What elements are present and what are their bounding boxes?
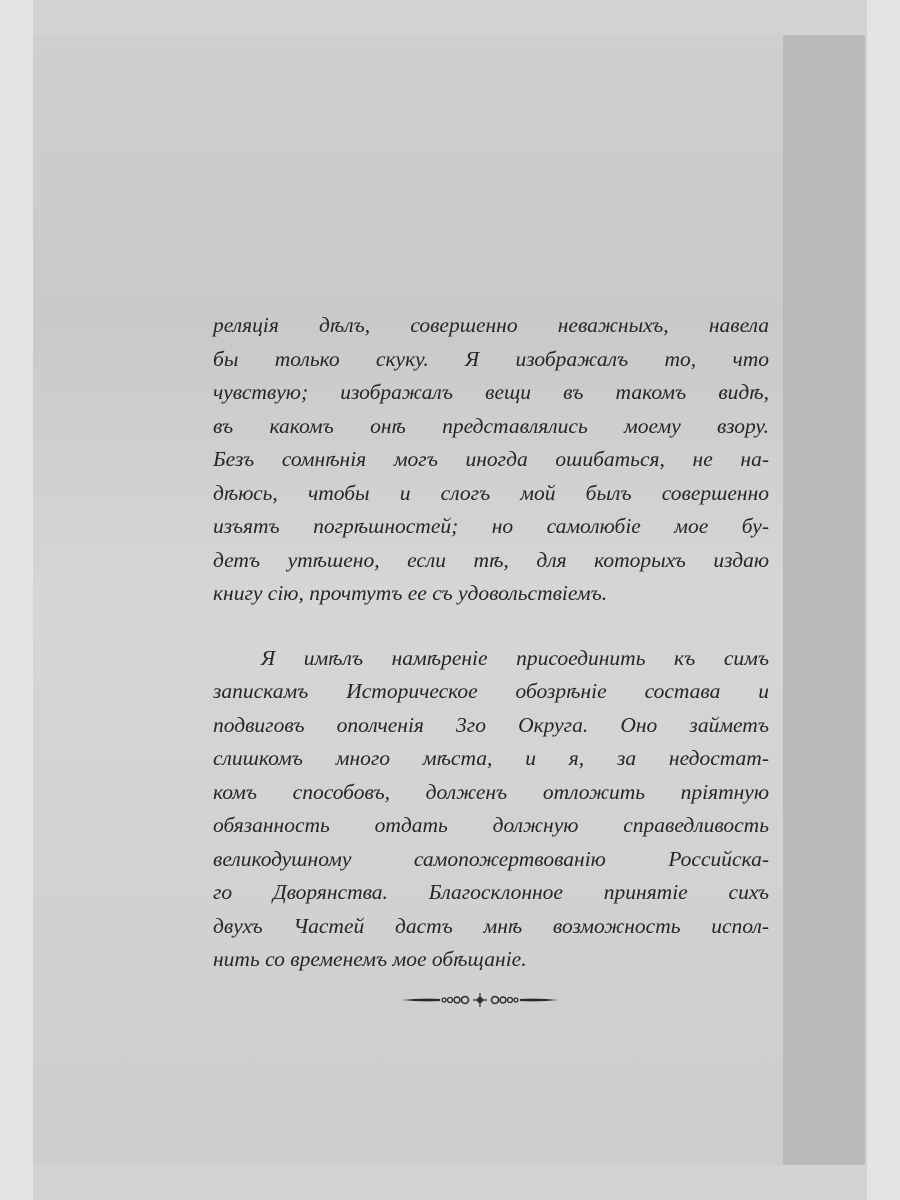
text-line: Безъ сомнѣнія могъ иногда ошибаться, не на- — [213, 447, 769, 471]
text-line: реляція дѣлъ, совершенно неважныхъ, навела — [213, 313, 769, 337]
text-line: го Дворянства. Благосклонное принятіе сихъ — [213, 880, 769, 904]
text-line: комъ способовъ, долженъ отложить пріятную — [213, 779, 769, 804]
paragraph-1 — [213, 309, 769, 611]
text-line: изъятъ погрѣшностей; но самолюбіе мое бу- — [213, 514, 769, 538]
paragraph-2 — [213, 642, 769, 977]
text-line: чувствую; изображалъ вещи въ такомъ видѣ, — [213, 380, 769, 404]
ornament-divider — [400, 992, 560, 1008]
text-line: подвиговъ ополченія 3го Округа. Оно займетъ — [213, 712, 769, 737]
text-line: обязанность отдать должную справедливость — [213, 813, 769, 837]
text-line: двухъ Частей дастъ мнѣ возможность испол- — [213, 913, 769, 938]
text-line: нить со временемъ мое обѣщаніе. — [213, 947, 527, 971]
page-edge — [783, 35, 865, 1165]
text-line: великодушному самопожертвованію Российска- — [213, 846, 769, 871]
text-line: въ какомъ онѣ представлялись моему взору. — [213, 413, 769, 438]
page-text — [213, 309, 769, 977]
text-line: дѣюсь, чтобы и слогъ мой былъ совершенно — [213, 480, 769, 505]
text-line: запискамъ Историческое обозрѣніе состава и — [213, 679, 769, 703]
text-line: слишкомъ много мѣста, и я, за недостат- — [213, 746, 769, 770]
text-line: бы только скуку. Я изображалъ то, что — [213, 346, 769, 371]
text-line: детъ утѣшено, если тѣ, для которыхъ издаю — [213, 547, 769, 572]
text-line: Я имѣлъ намѣреніе присоединить къ симъ — [261, 645, 769, 670]
text-line: книгу сію, прочтутъ ее съ удовольствіемъ. — [213, 581, 608, 605]
